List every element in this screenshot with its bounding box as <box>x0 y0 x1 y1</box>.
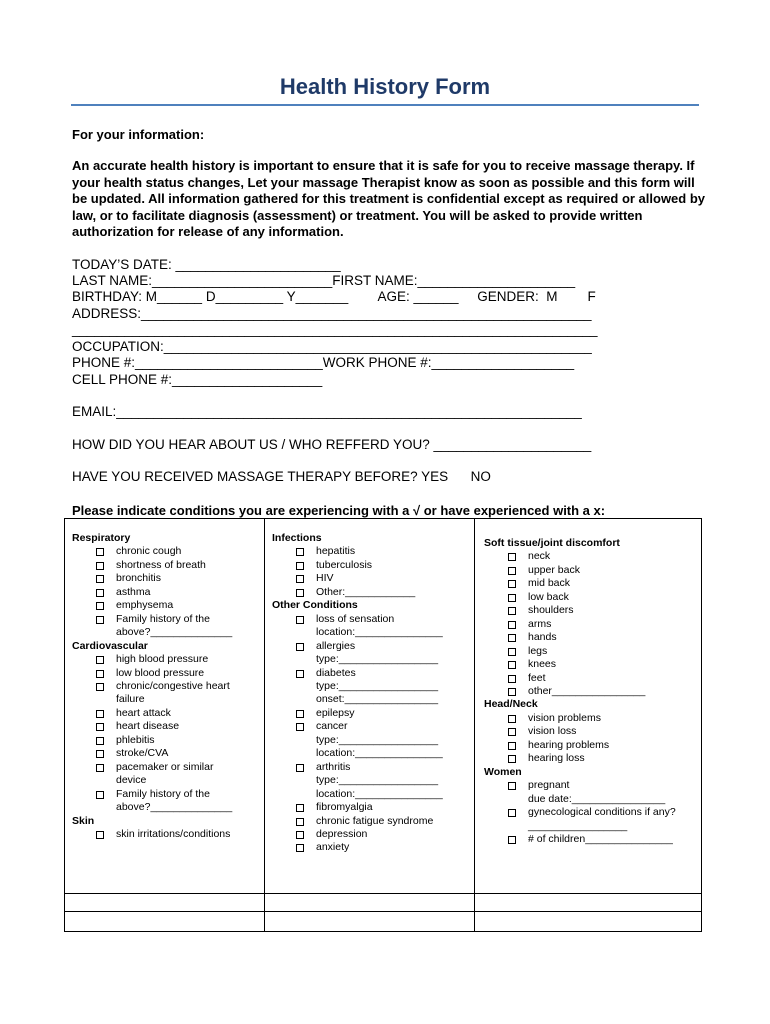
condition-label: pregnant <box>528 779 570 792</box>
checkbox-icon[interactable] <box>96 791 104 799</box>
condition-item-upper-back[interactable] <box>484 564 698 577</box>
condition-label: cancer <box>316 720 348 733</box>
checkbox-icon[interactable] <box>508 742 516 750</box>
condition-item-emphysema[interactable] <box>72 599 262 612</box>
form-title: Health History Form <box>279 74 491 99</box>
condition-label: vision loss <box>528 725 577 738</box>
condition-label: hearing loss <box>528 752 585 765</box>
checkbox-icon[interactable] <box>508 836 516 844</box>
condition-item-gynecological-conditions-if-any[interactable] <box>484 806 698 833</box>
condition-item-asthma[interactable] <box>72 586 262 599</box>
section-heading-infections: Infections <box>272 532 322 544</box>
section-heading-other-conditions: Other Conditions <box>272 599 358 612</box>
checkbox-icon[interactable] <box>96 656 104 664</box>
checkbox-icon[interactable] <box>96 670 104 678</box>
checkbox-icon[interactable] <box>96 710 104 718</box>
condition-item-depression[interactable] <box>272 828 472 841</box>
condition-label: arms <box>528 617 552 630</box>
condition-label: emphysema <box>116 599 174 612</box>
checkbox-icon[interactable] <box>508 607 516 615</box>
condition-item-family-history-of-the[interactable] <box>72 613 262 640</box>
condition-label: # of children_______________ <box>528 832 673 845</box>
checkbox-icon[interactable] <box>96 764 104 772</box>
condition-label: depression <box>316 827 368 840</box>
checkbox-icon[interactable] <box>96 831 104 839</box>
conditions-heading: Please indicate conditions you are experiencing with a √ or have experienced with a x: <box>72 503 606 518</box>
condition-item-feet[interactable] <box>484 672 698 685</box>
condition-item-shoulders[interactable] <box>484 604 698 617</box>
table-row-line-1 <box>64 893 702 894</box>
checkbox-icon[interactable] <box>296 575 304 583</box>
condition-item-vision-problems[interactable] <box>484 712 698 725</box>
condition-item-arms[interactable] <box>484 618 698 631</box>
checkbox-icon[interactable] <box>508 594 516 602</box>
condition-item-heart-attack[interactable] <box>72 707 262 720</box>
intro-paragraph: An accurate health history is important to ensure that it is safe for you to receive massage therapy. If your health status changes, Let your massage Therapist know as soon as possible and this form will be updated. All information gathered for this treatment is confidential except as required or allowed by law, or to facilitate diagnosis (assessment) or treatment. You will be asked to provide written authorization for release of any information. <box>72 158 706 240</box>
condition-item-hiv[interactable] <box>272 572 472 585</box>
condition-item-pregnant[interactable] <box>484 779 698 806</box>
condition-item-mid-back[interactable] <box>484 577 698 590</box>
condition-label: chronic fatigue syndrome <box>316 814 434 827</box>
condition-label: legs <box>528 644 548 657</box>
checkbox-icon[interactable] <box>96 548 104 556</box>
condition-item-fibromyalgia[interactable] <box>272 801 472 814</box>
section-heading-cardiovascular: Cardiovascular <box>72 639 148 652</box>
checkbox-icon[interactable] <box>508 728 516 736</box>
checkbox-icon[interactable] <box>96 683 104 691</box>
checkbox-icon[interactable] <box>508 648 516 656</box>
condition-detail-line[interactable]: type:_________________ <box>316 733 439 746</box>
condition-item-hepatitis[interactable] <box>272 545 472 558</box>
condition-label: knees <box>528 658 557 671</box>
condition-label: bronchitis <box>116 572 161 585</box>
checkbox-icon[interactable] <box>96 737 104 745</box>
checkbox-icon[interactable] <box>296 616 304 624</box>
checkbox-icon[interactable] <box>508 661 516 669</box>
condition-label: hands <box>528 631 557 644</box>
phone-fields[interactable]: PHONE #:_________________________WORK PHONE #:___________________ <box>72 355 575 370</box>
condition-item-arthritis[interactable] <box>272 761 472 801</box>
condition-label: epilepsy <box>316 706 355 719</box>
birthday-age-gender-fields[interactable]: BIRTHDAY: M______ D_________ Y_______ AGE: ______ GENDER: M F <box>72 289 596 304</box>
checkbox-icon[interactable] <box>296 831 304 839</box>
checkbox-icon[interactable] <box>508 688 516 696</box>
checkbox-icon[interactable] <box>296 643 304 651</box>
condition-label: arthritis <box>316 760 351 773</box>
condition-detail-line[interactable]: type:_________________ <box>316 653 439 666</box>
condition-label: neck <box>528 550 551 563</box>
condition-label: asthma <box>116 585 151 598</box>
condition-label: hepatitis <box>316 545 356 558</box>
condition-label: gynecological conditions if any? <box>528 806 676 819</box>
condition-label: heart attack <box>116 706 171 719</box>
checkbox-icon[interactable] <box>296 723 304 731</box>
checkbox-icon[interactable] <box>296 548 304 556</box>
condition-item-phlebitis[interactable] <box>72 734 262 747</box>
condition-label: allergies <box>316 639 356 652</box>
address-field-line-2[interactable]: ______________________________________________________________________ <box>72 322 598 337</box>
checkbox-icon[interactable] <box>96 562 104 570</box>
table-divider-2 <box>474 518 475 932</box>
condition-label: feet <box>528 671 546 684</box>
condition-label: other________________ <box>528 684 646 697</box>
checkbox-icon[interactable] <box>96 602 104 610</box>
condition-detail-line[interactable]: type:_________________ <box>316 679 439 692</box>
condition-label: low blood pressure <box>116 666 205 679</box>
checkbox-icon[interactable] <box>508 553 516 561</box>
checkbox-icon[interactable] <box>296 764 304 772</box>
condition-label: chronic/congestive heart <box>116 679 230 692</box>
condition-item-high-blood-pressure[interactable] <box>72 653 262 666</box>
checkbox-icon[interactable] <box>296 804 304 812</box>
condition-label: anxiety <box>316 841 350 854</box>
condition-item-diabetes[interactable] <box>272 667 472 707</box>
condition-item-family-history-of-the[interactable] <box>72 788 262 815</box>
title-underline <box>71 104 699 106</box>
condition-label: loss of sensation <box>316 612 395 625</box>
condition-item-low-back[interactable] <box>484 591 698 604</box>
condition-item-tuberculosis[interactable] <box>272 559 472 572</box>
condition-label: Other:____________ <box>316 585 416 598</box>
email-field[interactable]: EMAIL:______________________________________________________________ <box>72 404 582 419</box>
checkbox-icon[interactable] <box>508 634 516 642</box>
condition-detail-line[interactable]: _________________ <box>528 819 628 832</box>
condition-item-other[interactable] <box>272 586 472 599</box>
condition-item-epilepsy[interactable] <box>272 707 472 720</box>
condition-label: stroke/CVA <box>116 747 169 760</box>
condition-item-hands[interactable] <box>484 631 698 644</box>
condition-item-anxiety[interactable] <box>272 841 472 854</box>
condition-label: shortness of breath <box>116 558 206 571</box>
condition-item-neck[interactable] <box>484 550 698 563</box>
condition-item-allergies[interactable] <box>272 640 472 667</box>
checkbox-icon[interactable] <box>296 818 304 826</box>
condition-detail-line[interactable]: location:_______________ <box>316 787 443 800</box>
condition-label: fibromyalgia <box>316 801 373 814</box>
table-row-line-2 <box>64 911 702 912</box>
condition-label: high blood pressure <box>116 653 209 666</box>
condition-item-cancer[interactable] <box>272 720 472 760</box>
section-heading-skin: Skin <box>72 814 95 827</box>
condition-item-stroke-cva[interactable] <box>72 747 262 760</box>
condition-label: upper back <box>528 563 580 576</box>
info-heading: For your information: <box>72 127 205 142</box>
checkbox-icon[interactable] <box>508 621 516 629</box>
condition-item-hearing-loss[interactable] <box>484 752 698 765</box>
checkbox-icon[interactable] <box>508 567 516 575</box>
condition-label: pacemaker or similar <box>116 760 214 773</box>
condition-item-bronchitis[interactable] <box>72 572 262 585</box>
condition-label: diabetes <box>316 666 356 679</box>
prior-massage-question[interactable]: HAVE YOU RECEIVED MASSAGE THERAPY BEFORE? YES NO <box>72 469 491 484</box>
checkbox-icon[interactable] <box>96 750 104 758</box>
checkbox-icon[interactable] <box>508 675 516 683</box>
checkbox-icon[interactable] <box>296 844 304 852</box>
condition-item-vision-loss[interactable] <box>484 725 698 738</box>
condition-detail-line[interactable]: location:_______________ <box>316 626 443 639</box>
condition-item-skin-irritations-conditions[interactable] <box>72 828 262 841</box>
condition-item-chronic-congestive-heart[interactable] <box>72 680 262 707</box>
section-heading-head-neck: Head/Neck <box>484 698 538 711</box>
checkbox-icon[interactable] <box>508 782 516 790</box>
condition-detail-line[interactable]: above?______________ <box>116 626 233 639</box>
condition-label: heart disease <box>116 720 180 733</box>
condition-item-heart-disease[interactable] <box>72 720 262 733</box>
checkbox-icon[interactable] <box>296 670 304 678</box>
checkbox-icon[interactable] <box>96 575 104 583</box>
checkbox-icon[interactable] <box>296 710 304 718</box>
condition-item-shortness-of-breath[interactable] <box>72 559 262 572</box>
conditions-column-1 <box>72 532 262 841</box>
section-heading-respiratory: Respiratory <box>72 532 131 544</box>
condition-label: HIV <box>316 572 334 585</box>
condition-item-legs[interactable] <box>484 645 698 658</box>
condition-label: mid back <box>528 577 571 590</box>
condition-label: tuberculosis <box>316 558 373 571</box>
checkbox-icon[interactable] <box>508 580 516 588</box>
condition-item-knees[interactable] <box>484 658 698 671</box>
occupation-field[interactable]: OCCUPATION:_________________________________________________________ <box>72 339 592 354</box>
address-field[interactable]: ADDRESS:____________________________________________________________ <box>72 306 592 321</box>
condition-label: Family history of the <box>116 612 210 625</box>
checkbox-icon[interactable] <box>508 809 516 817</box>
condition-detail-line[interactable]: type:_________________ <box>316 774 439 787</box>
checkbox-icon[interactable] <box>508 715 516 723</box>
condition-label: chronic cough <box>116 545 182 558</box>
table-divider-1 <box>264 518 265 932</box>
condition-label: shoulders <box>528 604 574 617</box>
todays-date-field[interactable]: TODAY’S DATE: ______________________ <box>72 257 341 272</box>
condition-item-chronic-cough[interactable] <box>72 545 262 558</box>
condition-item-chronic-fatigue-syndrome[interactable] <box>272 815 472 828</box>
condition-detail-line[interactable]: location:_______________ <box>316 747 443 760</box>
condition-item-loss-of-sensation[interactable] <box>272 613 472 640</box>
condition-detail-line[interactable]: onset:________________ <box>316 693 439 706</box>
condition-label: phlebitis <box>116 733 155 746</box>
checkbox-icon[interactable] <box>96 589 104 597</box>
section-heading-women: Women <box>484 765 522 778</box>
checkbox-icon[interactable] <box>296 589 304 597</box>
condition-detail-line[interactable]: failure <box>116 693 145 706</box>
condition-detail-line[interactable]: due date:________________ <box>528 792 666 805</box>
condition-detail-line[interactable]: device <box>116 774 147 787</box>
name-fields[interactable]: LAST NAME:________________________FIRST NAME:_____________________ <box>72 273 576 288</box>
condition-label: skin irritations/conditions <box>116 827 231 840</box>
checkbox-icon[interactable] <box>296 562 304 570</box>
checkbox-icon[interactable] <box>96 616 104 624</box>
condition-label: Family history of the <box>116 787 210 800</box>
condition-item-low-blood-pressure[interactable] <box>72 667 262 680</box>
cell-phone-field[interactable]: CELL PHONE #:____________________ <box>72 372 323 387</box>
conditions-column-2 <box>272 532 472 855</box>
section-heading-soft-tissue-joint-discomfort: Soft tissue/joint discomfort <box>484 537 620 549</box>
checkbox-icon[interactable] <box>508 755 516 763</box>
referral-field[interactable]: HOW DID YOU HEAR ABOUT US / WHO REFFERD YOU? _____________________ <box>72 437 592 452</box>
condition-label: hearing problems <box>528 738 610 751</box>
condition-item-pacemaker-or-similar[interactable] <box>72 761 262 788</box>
condition-detail-line[interactable]: above?______________ <box>116 801 233 814</box>
conditions-column-3 <box>484 537 698 846</box>
checkbox-icon[interactable] <box>96 723 104 731</box>
condition-item-of-children[interactable] <box>484 833 698 846</box>
condition-item-hearing-problems[interactable] <box>484 739 698 752</box>
condition-item-other[interactable] <box>484 685 698 698</box>
condition-label: vision problems <box>528 711 601 724</box>
condition-label: low back <box>528 590 569 603</box>
